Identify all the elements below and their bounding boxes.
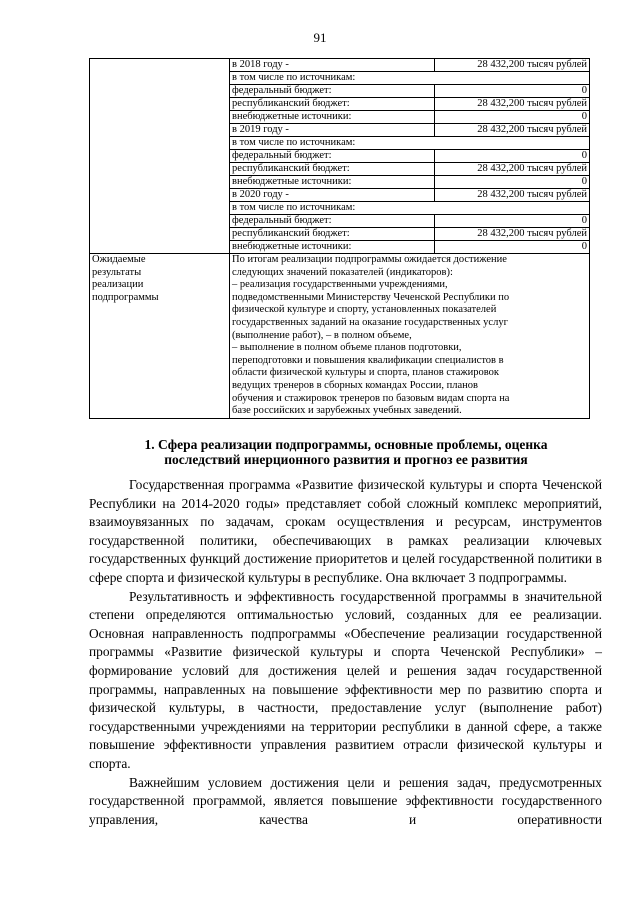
funding-row-text: в 2020 году - [230,189,435,202]
results-text-line: физической культуре и спорту, установленных показателей [232,304,497,316]
body-text [89,476,602,829]
passport-table [89,58,590,419]
funding-row-text: внебюджетные источники: [230,176,435,189]
funding-row-value: 0 [435,85,590,98]
results-text-line: обучения и стажировок тренеров по базовым видам спорта на [232,392,510,404]
results-label-line: результаты [92,266,142,278]
funding-row-text: в 2018 году - [230,59,435,72]
results-label [90,254,230,419]
funding-row-text: в 2019 году - [230,124,435,137]
results-text-line: (выполнение работ), – в полном объеме, [232,329,412,341]
funding-row-value: 0 [435,215,590,228]
funding-row-text: внебюджетные источники: [230,241,435,254]
paragraph: Важнейшим условием достижения цели и решения задач, предусмотренных государственной программой, является повышение эффективности государственного управления, качества и оперативности [89,774,602,827]
funding-row-value: 0 [435,241,590,254]
funding-row-text: республиканский бюджет: [230,98,435,111]
results-text [230,254,590,419]
results-text-line: По итогам реализации подпрограммы ожидается достижение [232,254,507,265]
section-heading [96,437,596,467]
funding-row-value: 28 432,200 тысяч рублей [435,59,590,72]
funding-row-text: федеральный бюджет: [230,215,435,228]
results-label-line: подпрограммы [92,291,159,303]
funding-row-value: 28 432,200 тысяч рублей [435,98,590,111]
paragraph: Государственная программа «Развитие физической культуры и спорта Чеченской Республики на 2014-2020 годы» представляет собой сложный комплекс мероприятий, взаимоувязанных по задачам, срокам осуществления и ресурсам, инструментов государственной политики, обеспечивающих в рамках реализации ключевых государственных функций достижение приоритетов и целей государственной политики в сфере спорта и физической культуры в республике. Она включает 3 подпрограммы. [89,477,602,585]
funding-row-value: 28 432,200 тысяч рублей [435,163,590,176]
funding-row-value: 0 [435,176,590,189]
funding-row-text: в том числе по источникам: [230,137,590,150]
funding-row-text: республиканский бюджет: [230,163,435,176]
results-text-line: подведомственными Министерству Чеченской Республики по [232,291,510,303]
page-number: 91 [313,30,327,45]
results-row [90,254,590,419]
section-heading-line: 1. Сфера реализации подпрограммы, основные проблемы, оценка [144,437,548,452]
funding-row-text: федеральный бюджет: [230,150,435,163]
results-text-line: – выполнение в полном объеме планов подготовки, [232,342,462,354]
funding-row-text: внебюджетные источники: [230,111,435,124]
funding-row-value: 28 432,200 тысяч рублей [435,228,590,241]
funding-label-cell [90,59,230,254]
results-label-line: Ожидаемые [92,254,146,265]
funding-row-text: республиканский бюджет: [230,228,435,241]
funding-row-value: 28 432,200 тысяч рублей [435,124,590,137]
results-text-line: – реализация государственными учреждениями, [232,279,448,291]
results-label-line: реализации [92,279,144,291]
results-text-line: ведущих тренеров в сборных командах России, планов [232,379,478,391]
funding-row-text: федеральный бюджет: [230,85,435,98]
results-text-line: следующих значений показателей (индикаторов): [232,266,453,278]
paragraph: Результативность и эффективность государственной программы в значительной степени определяются оптимальностью условий, созданных для ее реализации. Основная направленность подпрограммы «Обеспечение реализации государственной программы «Развитие физической культуры и спорта Чеченской Республики» – формирование условий для достижения целей и решения задач государственной программы, направленных на повышение эффективности мер по развитию спорта и физической культуры, в частности, предоставление услуг (выполнение работ) государственными учреждениями на территории республики в данной сфере, а также повышение эффективности управления развитием отрасли физической культуры и спорта. [89,588,602,771]
results-text-line: государственных заданий на оказание государственных услуг [232,316,508,328]
funding-row-value: 28 432,200 тысяч рублей [435,189,590,202]
results-text-line: базе российских и зарубежных учебных заведений. [232,405,462,417]
funding-row-value: 0 [435,150,590,163]
results-text-line: области физической культуры и спорта, планов стажировок [232,367,499,379]
funding-row-text: в том числе по источникам: [230,72,590,85]
funding-row-text: в том числе по источникам: [230,202,590,215]
section-heading-line: последствий инерционного развития и прогноз ее развития [164,452,528,467]
results-text-line: переподготовки и повышения квалификации специалистов в [232,354,504,366]
funding-row-value: 0 [435,111,590,124]
funding-row [90,59,590,72]
